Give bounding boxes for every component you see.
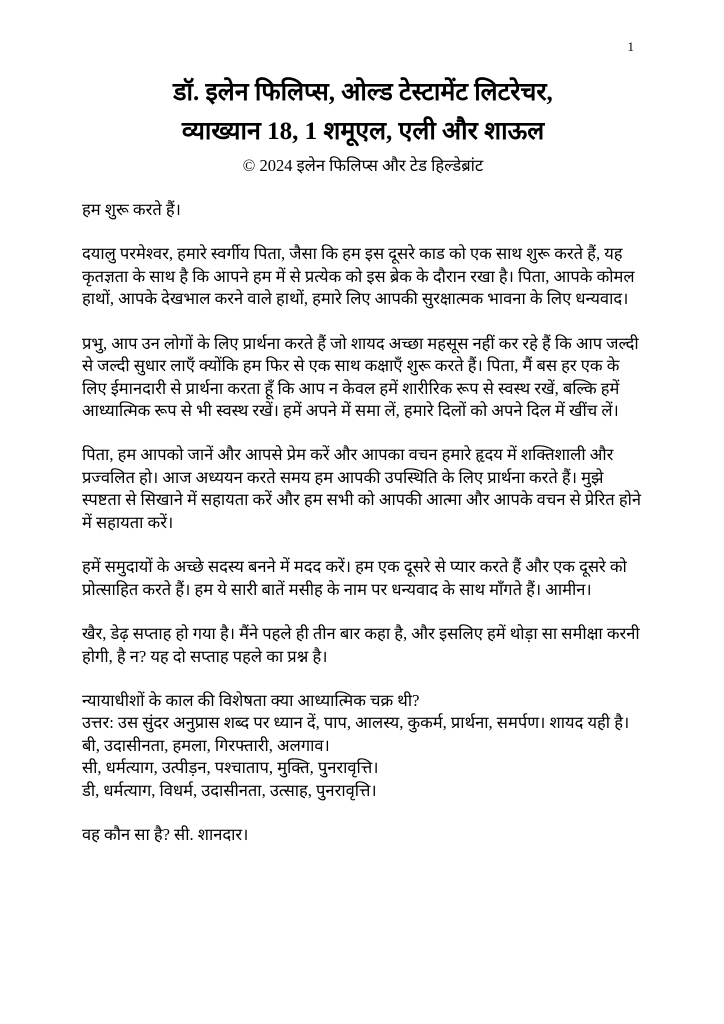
quiz-option-d: डी, धर्मत्याग, विधर्म, उदासीनता, उत्साह, पुनरावृत्ति। <box>82 780 377 800</box>
quiz-block <box>82 690 644 802</box>
paragraph-opening: हम शुरू करते हैं। <box>82 199 181 219</box>
document-title <box>82 74 644 152</box>
paragraph-prayer-2: प्रभु, आप उन लोगों के लिए प्रार्थना करते हैं जो शायद अच्छा महसूस नहीं कर रहे हैं कि आप जल्दी से जल्दी सुधार लाएँ क्योंकि हम फिर से एक साथ कक्षाएँ शुरू करते हैं। पिता, मैं बस हर एक के लिए ईमानदारी से प्रार्थना करता हूँ कि आप न केवल हमें शारीरिक रूप से स्वस्थ रखें, बल्कि हमें आध्यात्मिक रूप से भी स्वस्थ रखें। हमें अपने में समा लें, हमारे दिलों को अपने दिल में खींच लें। <box>82 333 639 420</box>
quiz-option-b: बी, उदासीनता, हमला, गिरफ्तारी, अलगाव। <box>82 735 330 755</box>
title-line-1: डॉ. इलेन फिलिप्स, ओल्ड टेस्टामेंट लिटरेचर, <box>173 79 553 106</box>
quiz-question: न्यायाधीशों के काल की विशेषता क्या आध्यात्मिक चक्र थी? <box>82 690 420 710</box>
copyright-line: © 2024 इलेन फिलिप्स और टेड हिल्डेब्रांट <box>242 155 484 175</box>
paragraph-review-intro: खैर, डेढ़ सप्ताह हो गया है। मैंने पहले ही तीन बार कहा है, और इसलिए हमें थोड़ा सा समीक्षा करनी होगी, है न? यह दो सप्ताह पहले का प्रश्न है। <box>82 624 640 666</box>
quiz-option-a: उत्तर: उस सुंदर अनुप्रास शब्द पर ध्यान दें, पाप, आलस्य, कुकर्म, प्रार्थना, समर्पण। शायद यही है। <box>82 713 630 733</box>
title-line-2: व्याख्यान 18, 1 शमूएल, एली और शाऊल <box>181 117 545 145</box>
page-number: 1 <box>627 39 634 54</box>
paragraph-closing: वह कौन सा है? सी. शानदार। <box>82 825 249 845</box>
paragraph-prayer-4: हमें समुदायों के अच्छे सदस्य बनने में मदद करें। हम एक दूसरे से प्यार करते हैं और एक दूसरे को प्रोत्साहित करते हैं। हम ये सारी बातें मसीह के नाम पर धन्यवाद के साथ माँगते हैं। आमीन। <box>82 557 627 599</box>
paragraph-prayer-1: दयालु परमेश्वर, हमारे स्वर्गीय पिता, जैसा कि हम इस दूसरे काड को एक साथ शुरू करते हैं, यह कृतज्ञता के साथ है कि आपने हम में से प्रत्येक को इस ब्रेक के दौरान रखा है। पिता, आपके कोमल हाथों, आपके देखभाल करने वाले हाथों, हमारे लिए आपकी सुरक्षात्मक भावना के लिए धन्यवाद। <box>82 244 635 309</box>
quiz-option-c: सी, धर्मत्याग, उत्पीड़न, पश्चाताप, मुक्ति, पुनरावृत्ति। <box>82 758 379 778</box>
paragraph-prayer-3: पिता, हम आपको जानें और आपसे प्रेम करें और आपका वचन हमारे हृदय में शक्तिशाली और प्रज्वलित हो। आज अध्ययन करते समय हम आपकी उपस्थिति के लिए प्रार्थना करते हैं। मुझे स्पष्टता से सिखाने में सहायता करें और हम सभी को आपकी आत्मा और आपके वचन से प्रेरित होने में सहायता करें। <box>82 445 642 532</box>
